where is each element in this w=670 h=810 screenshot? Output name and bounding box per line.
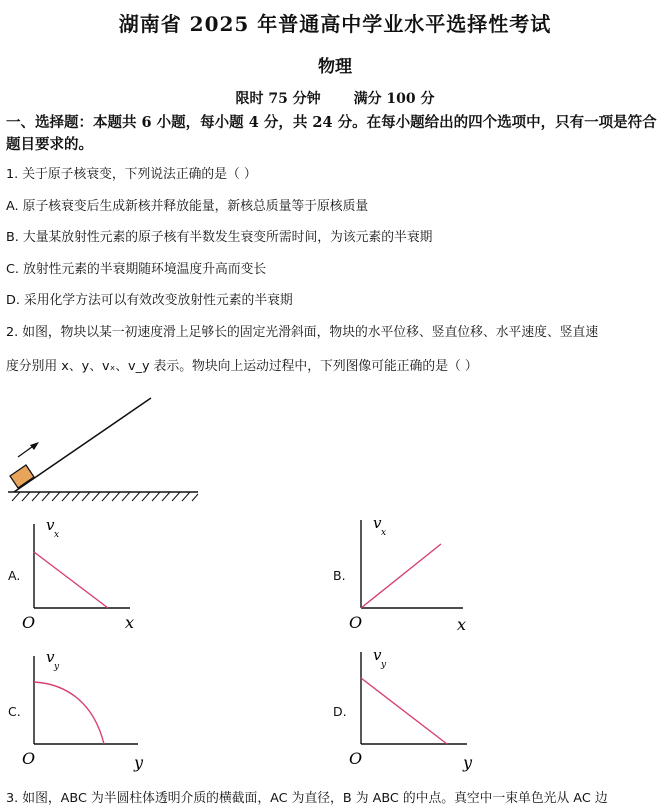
q1-option-b: B. 大量某放射性元素的原子核有半数发生衰变所需时间，为该元素的半衰期	[6, 230, 433, 245]
graph-d-xlabel: y	[463, 753, 473, 772]
graph-a	[20, 518, 150, 638]
arrowhead	[30, 442, 39, 450]
q1-option-c: C. 放射性元素的半衰期随环境温度升高而变长	[6, 262, 267, 277]
graph-c-xlabel: y	[134, 753, 144, 772]
q2-stem-line1: 2. 如图，物块以某一初速度滑上足够长的固定光滑斜面，物块的水平位移、竖直位移、水平速度、竖直速	[6, 325, 599, 340]
graph-a-ylabel: v	[46, 516, 55, 534]
graph-b-letter: B.	[333, 568, 346, 583]
graph-d	[347, 646, 487, 772]
block	[10, 465, 34, 488]
graph-a-curve	[34, 552, 108, 608]
graph-b-ysub: x	[381, 528, 387, 538]
q2-stem-line2: 度分别用 x、y、vₓ、v_y 表示。物块向上运动过程中，下列图像可能正确的是（ ）	[6, 359, 478, 374]
graph-b-origin: O	[349, 613, 363, 632]
graph-a-letter: A.	[8, 568, 21, 583]
q1-option-d: D. 采用化学方法可以有效改变放射性元素的半衰期	[6, 293, 293, 308]
graph-a-xlabel: x	[125, 613, 135, 632]
graph-c-origin: O	[22, 749, 36, 768]
graph-b-xlabel: x	[457, 615, 467, 634]
section-instructions: 一、选择题：本题共 6 小题，每小题 4 分，共 24 分。在每小题给出的四个选项中，只有一项是符合题目要求的。	[6, 114, 657, 153]
q1-option-a: A. 原子核衰变后生成新核并释放能量，新核总质量等于原核质量	[6, 199, 369, 214]
incline-diagram	[8, 395, 208, 510]
graph-c-ylabel: v	[46, 648, 55, 666]
graph-d-ysub: y	[381, 660, 387, 670]
graph-d-letter: D.	[333, 704, 347, 719]
exam-title: 湖南省 2025 年普通高中学业水平选择性考试	[118, 12, 552, 36]
time-limit: 限时 75 分钟	[235, 91, 321, 107]
graph-d-curve	[361, 678, 447, 744]
graph-b-curve	[361, 544, 441, 608]
graph-a-origin: O	[22, 613, 36, 632]
graph-c-letter: C.	[8, 704, 21, 719]
graph-b	[347, 516, 477, 638]
q1-stem: 1. 关于原子核衰变，下列说法正确的是（ ）	[6, 167, 257, 182]
graph-a-ysub: x	[54, 530, 60, 540]
subject-title: 物理	[318, 57, 352, 77]
ground-hatching	[12, 492, 198, 501]
exam-limits	[0, 88, 670, 108]
graph-c-ysub: y	[54, 662, 60, 672]
q3-stem: 3. 如图，ABC 为半圆柱体透明介质的横截面，AC 为直径，B 为 ABC 的中点。真空中一束单色光从 AC 边	[6, 791, 608, 806]
graph-d-ylabel: v	[373, 646, 382, 664]
graph-d-origin: O	[349, 749, 363, 768]
graph-b-ylabel: v	[373, 514, 382, 532]
graph-c-curve	[34, 682, 104, 744]
graph-c	[20, 648, 160, 772]
full-score: 满分 100 分	[353, 91, 435, 107]
